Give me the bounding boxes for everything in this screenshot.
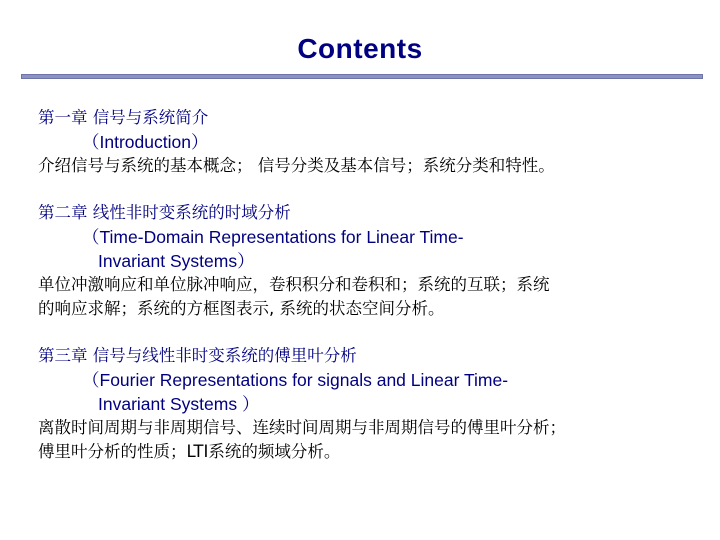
chapter-1 xyxy=(38,106,688,178)
title-divider xyxy=(21,74,703,79)
page-title: Contents xyxy=(297,33,423,64)
chapter-title: 第二章 线性非时变系统的时域分析 xyxy=(38,203,291,222)
chapter-3 xyxy=(38,344,688,464)
chapter-description: 傅里叶分析的性质；LTI系统的频域分析。 xyxy=(38,442,341,461)
chapter-subtitle: （Fourier Representations for signals and Linear Time- xyxy=(82,370,509,390)
chapter-2 xyxy=(38,201,688,321)
chapter-subtitle: （Time-Domain Representations for Linear Time- xyxy=(82,227,464,247)
chapter-description: 介绍信号与系统的基本概念； 信号分类及基本信号；系统分类和特性。 xyxy=(38,156,555,175)
chapter-description: 的响应求解；系统的方框图表示, 系统的状态空间分析。 xyxy=(38,299,445,318)
chapter-description: 离散时间周期与非周期信号、连续时间周期与非周期信号的傅里叶分析； xyxy=(38,418,566,437)
chapter-title: 第一章 信号与系统简介 xyxy=(38,108,209,127)
chapter-title: 第三章 信号与线性非时变系统的傅里叶分析 xyxy=(38,346,357,365)
chapter-subtitle: Invariant Systems） xyxy=(98,251,255,271)
chapter-subtitle: （Introduction） xyxy=(82,132,209,152)
chapter-description: 单位冲激响应和单位脉冲响应，卷积积分和卷积和；系统的互联；系统 xyxy=(38,275,550,294)
chapter-subtitle: Invariant Systems ） xyxy=(98,394,260,414)
